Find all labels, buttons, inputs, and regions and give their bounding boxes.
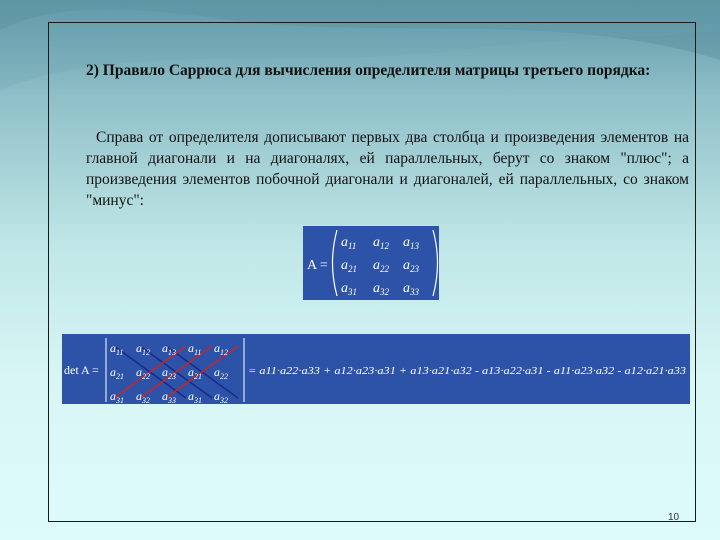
- matrix-entry: $a_{12}$: [373, 235, 389, 251]
- matrix-entry: $a_{21}$: [341, 258, 357, 274]
- sarrus-expansion: = a11·a22·a33 + a12·a23·a31 + a13·a21·a32 - a13·a22·a31 - a11·a23·a32 - a12·a21·a33: [248, 365, 687, 377]
- sarrus-entry: $a_{22}$: [136, 365, 150, 381]
- sarrus-entry: $a_{21}$: [110, 365, 124, 381]
- slide-body-text: Справа от определителя дописывают первых два столбца и произведения элементов на главной диагонали и на диагоналях, ей параллельных, берут со знаком "плюс"; а произведения элементов побочной диагонали и диагоналей, ей параллельных, со знаком "минус":: [86, 129, 689, 209]
- sarrus-entry: $a_{23}$: [162, 365, 176, 381]
- matrix-entry: $a_{23}$: [403, 258, 419, 274]
- sarrus-entry: $a_{32}$: [136, 389, 150, 404]
- page-number: 10: [668, 512, 680, 523]
- matrix-entry: $a_{32}$: [373, 281, 389, 297]
- sarrus-lhs: det A =: [64, 363, 99, 377]
- matrix-formula: [303, 226, 439, 300]
- sarrus-entry: $a_{31}$: [188, 389, 202, 404]
- matrix-entry: $a_{31}$: [341, 281, 357, 297]
- sarrus-entry: $a_{13}$: [162, 341, 176, 357]
- sarrus-entry: $a_{33}$: [162, 389, 176, 404]
- sarrus-entry: $a_{11}$: [188, 341, 202, 357]
- sarrus-formula: [62, 334, 690, 404]
- right-bracket: [433, 230, 438, 296]
- matrix-entry: $a_{22}$: [373, 258, 389, 274]
- sarrus-entry: $a_{32}$: [214, 389, 228, 404]
- sarrus-entry: $a_{22}$: [214, 365, 228, 381]
- sarrus-entry: $a_{12}$: [214, 341, 228, 357]
- sarrus-entry: $a_{12}$: [136, 341, 150, 357]
- sarrus-entry: $a_{21}$: [188, 365, 202, 381]
- matrix-entry: $a_{11}$: [341, 235, 357, 251]
- matrix-entry: $a_{33}$: [403, 281, 419, 297]
- left-bracket: [333, 230, 338, 296]
- slide-heading: 2) Правило Саррюса для вычисления определителя матрицы третьего порядка:: [86, 62, 651, 79]
- matrix-lhs: A =: [307, 258, 328, 273]
- matrix-entry: $a_{13}$: [403, 235, 419, 251]
- sarrus-entry: $a_{31}$: [110, 389, 124, 404]
- sarrus-entry: $a_{11}$: [110, 341, 124, 357]
